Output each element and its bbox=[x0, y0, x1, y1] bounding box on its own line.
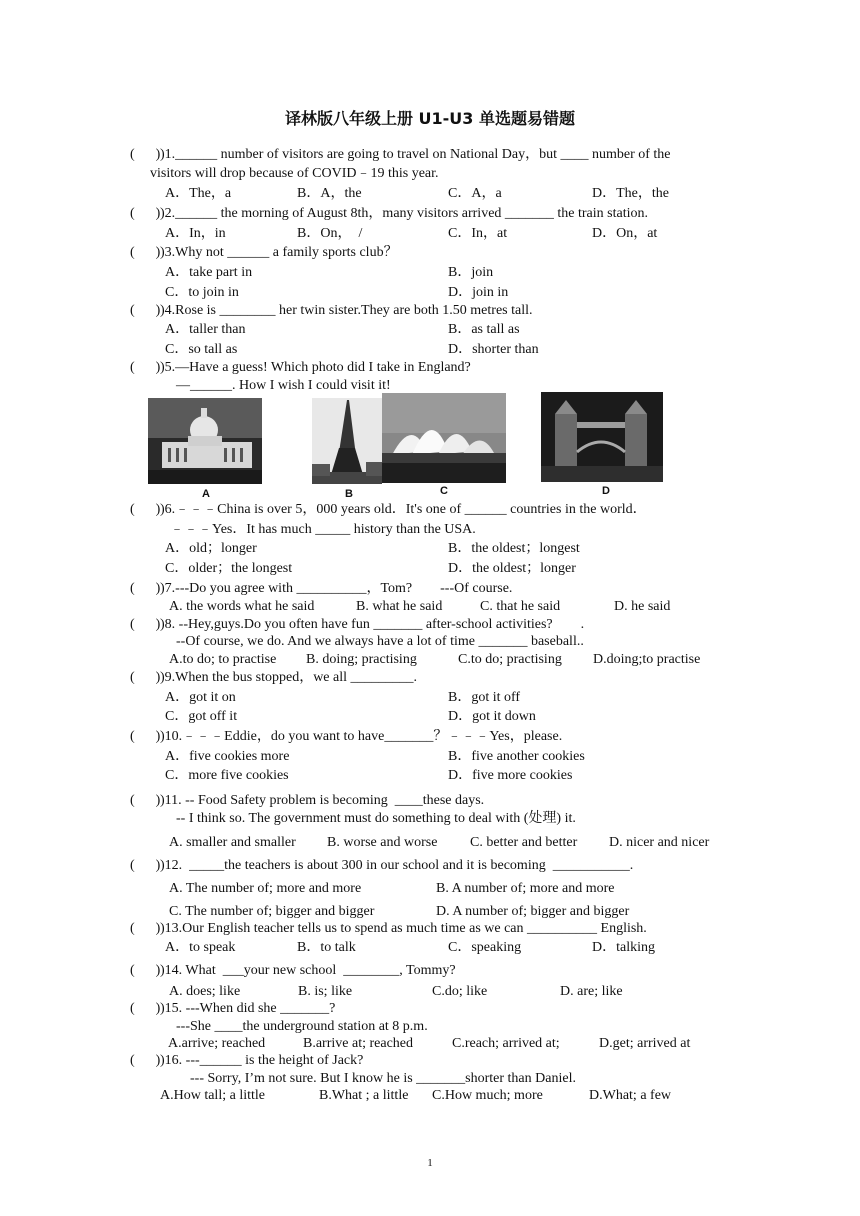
question-11-stem-cont: -- I think so. The government must do something to deal with (处理) it. bbox=[176, 811, 576, 826]
option-a: A.to do; to practise bbox=[169, 652, 277, 667]
option-b: B．to talk bbox=[297, 940, 356, 955]
question-15-stem-cont: ---She ____the underground station at 8 p.m. bbox=[176, 1019, 428, 1034]
question-7-stem: )7.---Do you agree with __________，Tom? ---Of course. bbox=[160, 581, 513, 596]
option-d: D．five more cookies bbox=[448, 768, 573, 783]
question-6-stem-cont: ﹣﹣﹣Yes．It has much _____ history than the USA. bbox=[170, 522, 476, 537]
option-d: D．the oldest；longer bbox=[448, 561, 576, 576]
question-15-stem: )15. ---When did she _______? bbox=[160, 1001, 336, 1016]
option-d: D．The，the bbox=[592, 186, 669, 201]
option-d: D．join in bbox=[448, 285, 509, 300]
answer-blank[interactable]: ( ) bbox=[130, 581, 161, 596]
option-b: B. is; like bbox=[298, 984, 353, 999]
option-d: D. are; like bbox=[560, 984, 623, 999]
question-3-stem: )3.Why not ______ a family sports club？ bbox=[160, 245, 398, 260]
option-d: D.What; a few bbox=[589, 1088, 672, 1103]
option-c: C. better and better bbox=[470, 835, 578, 850]
option-c: C．speaking bbox=[448, 940, 522, 955]
tower-bridge-photo bbox=[541, 392, 663, 482]
question-2-stem: )2.______ the morning of August 8th，many visitors arrived _______ the train station. bbox=[160, 206, 648, 221]
option-a: A．In，in bbox=[165, 226, 226, 241]
question-4-stem: )4.Rose is ________ her twin sister.They are both 1.50 metres tall. bbox=[160, 303, 533, 318]
option-a: A．to speak bbox=[165, 940, 236, 955]
option-c: C.reach; arrived at; bbox=[452, 1036, 560, 1051]
answer-blank[interactable]: ( ) bbox=[130, 670, 161, 685]
capitol-photo bbox=[148, 398, 262, 484]
answer-blank[interactable]: ( ) bbox=[130, 1001, 161, 1016]
answer-blank[interactable]: ( ) bbox=[130, 921, 161, 936]
photo-label-a: A bbox=[202, 488, 210, 500]
photo-label-c: C bbox=[440, 485, 448, 497]
question-8-stem: )8. --Hey,guys.Do you often have fun _______ after-school activities? . bbox=[160, 617, 585, 632]
option-b: B．On， / bbox=[297, 226, 363, 241]
option-c: C．got off it bbox=[165, 709, 238, 724]
option-a: A．The，a bbox=[165, 186, 232, 201]
question-5-stem-cont: —______. How I wish I could visit it! bbox=[176, 378, 391, 393]
answer-blank[interactable]: ( ) bbox=[130, 963, 161, 978]
option-c: C.to do; practising bbox=[458, 652, 562, 667]
option-b: B. what he said bbox=[356, 599, 443, 614]
option-d: D．On，at bbox=[592, 226, 658, 241]
option-d: D.get; arrived at bbox=[599, 1036, 691, 1051]
option-a: A．got it on bbox=[165, 690, 236, 705]
question-1-stem-cont: visitors will drop because of COVID﹣19 this year. bbox=[150, 166, 439, 181]
answer-blank[interactable]: ( ) bbox=[130, 147, 161, 162]
option-d: D．shorter than bbox=[448, 342, 539, 357]
option-c: C．more five cookies bbox=[165, 768, 289, 783]
option-c: C．to join in bbox=[165, 285, 239, 300]
answer-blank[interactable]: ( ) bbox=[130, 502, 161, 517]
question-14-stem: )14. What ___your new school ________, Tommy? bbox=[160, 963, 456, 978]
answer-blank[interactable]: ( ) bbox=[130, 303, 161, 318]
option-a: A. The number of; more and more bbox=[169, 881, 362, 896]
answer-blank[interactable]: ( ) bbox=[130, 617, 161, 632]
option-a: A. smaller and smaller bbox=[169, 835, 296, 850]
option-b: B．join bbox=[448, 265, 494, 280]
option-d: D.doing;to practise bbox=[593, 652, 701, 667]
option-a: A．five cookies more bbox=[165, 749, 290, 764]
question-9-stem: )9.When the bus stopped，we all _________. bbox=[160, 670, 418, 685]
option-c: C. The number of; bigger and bigger bbox=[169, 904, 375, 919]
question-1-stem: )1.______ number of visitors are going to travel on National Day，but ____ number of the bbox=[160, 147, 671, 162]
answer-blank[interactable]: ( ) bbox=[130, 793, 161, 808]
option-b: B. A number of; more and more bbox=[436, 881, 615, 896]
option-a: A．take part in bbox=[165, 265, 253, 280]
option-c: C．older；the longest bbox=[165, 561, 293, 576]
option-c: C．so tall as bbox=[165, 342, 238, 357]
option-c: C.How much; more bbox=[432, 1088, 543, 1103]
option-d: D. A number of; bigger and bigger bbox=[436, 904, 630, 919]
question-8-stem-cont: --Of course, we do. And we always have a lot of time _______ baseball.. bbox=[176, 634, 584, 649]
question-12-stem: )12. _____the teachers is about 300 in our school and it is becoming ___________. bbox=[160, 858, 634, 873]
question-6-stem: )6.﹣﹣﹣China is over 5，000 years old．It's one of ______ countries in the world． bbox=[160, 502, 647, 517]
option-c: C．A，a bbox=[448, 186, 502, 201]
option-b: B.arrive at; reached bbox=[303, 1036, 413, 1051]
option-b: B．got it off bbox=[448, 690, 521, 705]
page-title: 译林版八年级上册 U1-U3 单选题易错题 bbox=[284, 109, 576, 128]
option-a: A．taller than bbox=[165, 322, 246, 337]
option-c: C．In，at bbox=[448, 226, 508, 241]
option-b: B．the oldest；longest bbox=[448, 541, 580, 556]
photo-label-b: B bbox=[345, 488, 353, 500]
answer-blank[interactable]: ( ) bbox=[130, 858, 161, 873]
page-number: 1 bbox=[427, 1157, 433, 1169]
question-10-stem: )10.﹣﹣﹣Eddie，do you want to have_______？﹣﹣﹣Yes，please. bbox=[160, 729, 563, 744]
option-b: B．as tall as bbox=[448, 322, 520, 337]
option-a: A.How tall; a little bbox=[160, 1088, 265, 1103]
question-16-stem: )16. ---______ is the height of Jack? bbox=[160, 1053, 364, 1068]
option-d: D．got it down bbox=[448, 709, 536, 724]
answer-blank[interactable]: ( ) bbox=[130, 729, 161, 744]
option-c: C. that he said bbox=[480, 599, 561, 614]
option-b: B．five another cookies bbox=[448, 749, 585, 764]
option-b: B.What ; a little bbox=[319, 1088, 409, 1103]
answer-blank[interactable]: ( ) bbox=[130, 245, 161, 260]
answer-blank[interactable]: ( ) bbox=[130, 360, 161, 375]
option-d: D. he said bbox=[614, 599, 671, 614]
opera-house-photo bbox=[382, 393, 506, 483]
answer-blank[interactable]: ( ) bbox=[130, 1053, 161, 1068]
option-c: C.do; like bbox=[432, 984, 488, 999]
option-b: B. worse and worse bbox=[327, 835, 438, 850]
option-d: D. nicer and nicer bbox=[609, 835, 710, 850]
option-a: A. does; like bbox=[169, 984, 241, 999]
question-11-stem: )11. -- Food Safety problem is becoming ____these days. bbox=[160, 793, 485, 808]
answer-blank[interactable]: ( ) bbox=[130, 206, 161, 221]
photo-label-d: D bbox=[602, 485, 610, 497]
option-a: A．old；longer bbox=[165, 541, 257, 556]
eiffel-tower-photo bbox=[312, 398, 382, 484]
option-a: A.arrive; reached bbox=[168, 1036, 266, 1051]
option-b: B. doing; practising bbox=[306, 652, 417, 667]
question-5-stem: )5.—Have a guess! Which photo did I take in England? bbox=[160, 360, 471, 375]
option-d: D．talking bbox=[592, 940, 655, 955]
question-16-stem-cont: --- Sorry, I’m not sure. But I know he is _______shorter than Daniel. bbox=[190, 1071, 576, 1086]
question-13-stem: )13.Our English teacher tells us to spend as much time as we can __________ English. bbox=[160, 921, 647, 936]
option-a: A. the words what he said bbox=[169, 599, 315, 614]
option-b: B．A，the bbox=[297, 186, 362, 201]
